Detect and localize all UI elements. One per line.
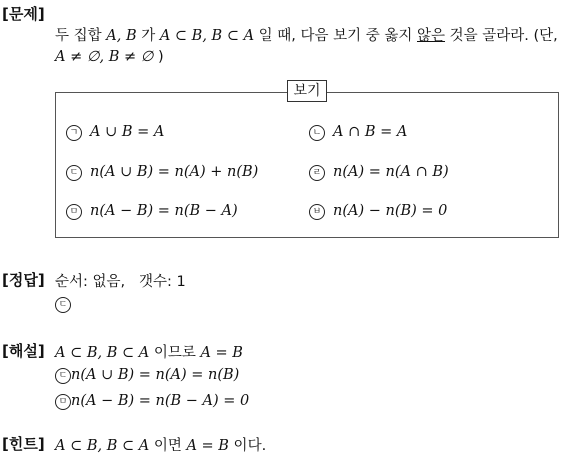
explanation-marker: ㅁ [55,394,71,410]
explanation-math: A = B [200,345,243,361]
examples-title: 보기 [287,80,327,102]
problem-underlined: 않은 [417,28,446,44]
explanation-line-3 [55,393,249,410]
example-item [66,164,258,181]
item-marker: ㄱ [66,125,82,141]
problem-line-2 [55,49,164,65]
problem-text: 것을 골라라. (단, [445,28,558,44]
item-marker: ㅂ [309,204,325,220]
hint-math: A ⊂ B, B ⊂ A [55,438,150,454]
hint-text: 이다. [228,438,267,454]
problem-text: 일 때, 다음 보기 중 옳지 [254,28,417,44]
example-item [309,124,407,141]
explanation-math: A ⊂ B, B ⊂ A [55,345,150,361]
explanation-text: 이므로 [149,345,201,361]
answer-line: 순서: 없음, 갯수: 1 [55,274,186,290]
example-item [309,203,447,220]
explanation-line-1 [55,341,243,362]
item-marker: ㅁ [66,204,82,220]
item-marker: ㄹ [309,165,325,181]
item-marker: ㄷ [66,165,82,181]
explanation-expr: n(A − B) = n(B − A) = 0 [71,393,250,409]
problem-math: A ⊂ B, B ⊂ A [159,28,255,44]
example-item [66,124,164,141]
item-expr: n(A) = n(A ∩ B) [333,164,449,180]
answer-marker: ㄷ [55,297,71,313]
answer-tag: [정답] [2,271,45,289]
problem-tag: [문제] [2,5,45,23]
hint-text: 이면 [149,438,187,454]
problem-condition: A ≠ ∅, B ≠ ∅ [55,49,154,65]
hint-tag: [힌트] [2,435,45,453]
hint-line [55,434,266,455]
item-expr: A ∩ B = A [333,124,408,140]
item-marker: ㄴ [309,125,325,141]
explanation-expr: n(A ∪ B) = n(A) = n(B) [71,367,240,383]
example-item [66,203,238,220]
explanation-line-2 [55,367,239,384]
explanation-marker: ㄷ [55,368,71,384]
problem-close-paren: ) [153,49,164,65]
hint-math: A = B [186,438,229,454]
problem-math: A, B [106,28,137,44]
item-expr: n(A − B) = n(B − A) [90,203,238,219]
item-expr: n(A ∪ B) = n(A) + n(B) [90,164,259,180]
example-item [309,164,449,181]
explanation-tag: [해설] [2,342,45,360]
answer-marker-line [55,296,71,313]
item-expr: n(A) − n(B) = 0 [333,203,448,219]
problem-text: 가 [136,28,160,44]
problem-text: 두 집합 [55,28,107,44]
item-expr: A ∪ B = A [90,124,165,140]
problem-line-1 [55,24,558,45]
